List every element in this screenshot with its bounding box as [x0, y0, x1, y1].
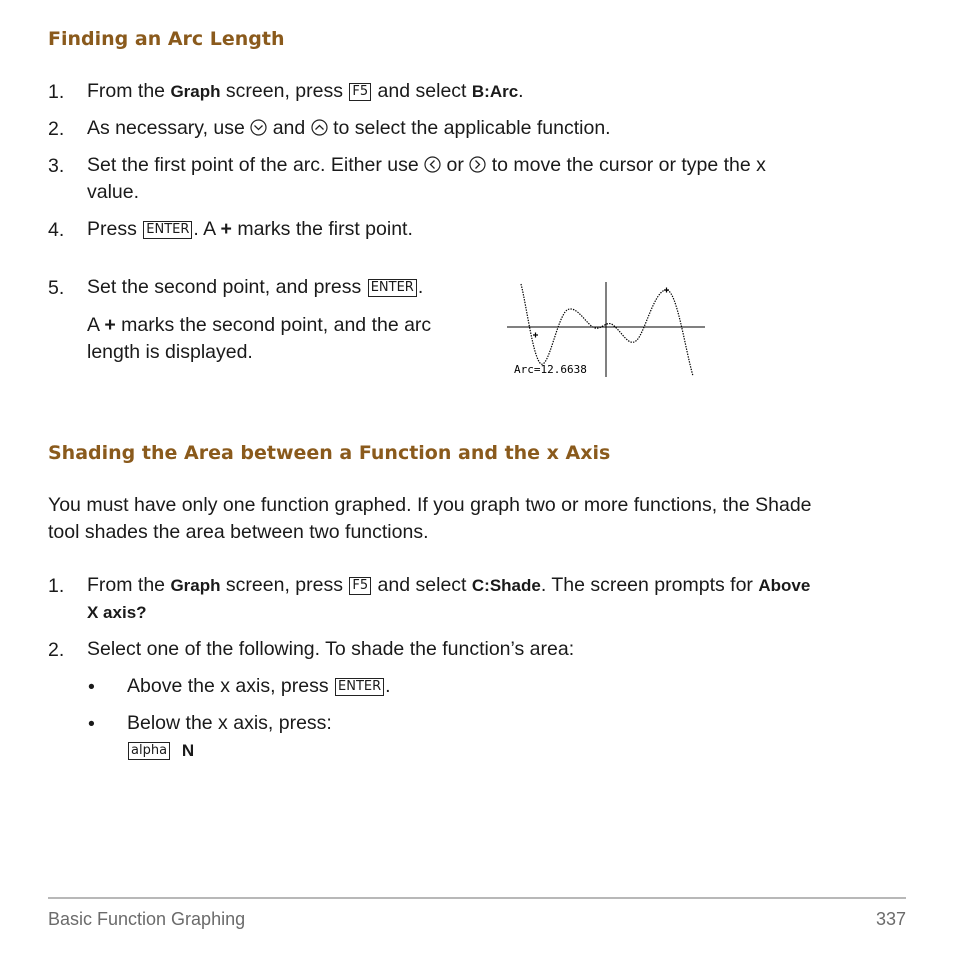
step-5-result	[87, 312, 431, 366]
text: marks the first point.	[231, 218, 413, 240]
text: to move the cursor or type the x	[486, 154, 766, 176]
bullet-mark: •	[88, 713, 95, 735]
text: You must have only one function graphed. If you graph two or more functions, the Shade	[48, 494, 812, 516]
shading-intro	[48, 492, 812, 546]
text: Press	[87, 218, 143, 240]
text: .	[385, 675, 391, 697]
step-number: 1.	[48, 575, 65, 597]
key-enter: ENTER	[143, 221, 192, 239]
step-text	[87, 115, 611, 142]
bold-term: C:Shade	[471, 576, 541, 595]
plus-mark: +	[104, 314, 116, 336]
bullet-mark: •	[88, 676, 95, 698]
plus-mark: +	[220, 218, 232, 240]
left-arrow-key-icon	[424, 156, 441, 173]
text: .	[518, 80, 524, 102]
page-number: 337	[875, 909, 906, 929]
text: to select the applicable function.	[327, 117, 611, 139]
text: or	[441, 154, 470, 176]
text: Below the x axis, press:	[127, 712, 332, 734]
text: screen, press	[220, 80, 349, 102]
step-number: 3.	[48, 155, 65, 177]
text: From the	[87, 80, 171, 102]
text: Above the x axis, press	[127, 675, 335, 697]
text: A	[87, 314, 105, 336]
footer-divider	[48, 897, 906, 899]
text: screen, press	[220, 574, 349, 596]
bullet-text	[127, 710, 332, 764]
step-number: 5.	[48, 277, 65, 299]
text: value.	[87, 181, 140, 203]
step-text: Select one of the following. To shade the function’s area:	[87, 638, 575, 660]
bold-key-letter: N	[181, 741, 195, 760]
bullet-text	[127, 673, 391, 700]
key-enter: ENTER	[368, 279, 417, 297]
arc-readout: Arc=12.6638	[514, 363, 587, 376]
arc-length-graph-screen	[505, 278, 707, 380]
bold-term: X axis?	[87, 603, 147, 622]
step-text	[87, 216, 413, 243]
up-arrow-key-icon	[311, 119, 328, 136]
text: tool shades the area between two functions.	[48, 521, 429, 543]
step-number: 1.	[48, 81, 65, 103]
text: and select	[372, 80, 472, 102]
bold-term: B:Arc	[471, 82, 519, 101]
step-text	[87, 78, 524, 105]
text: As necessary, use	[87, 117, 251, 139]
key-alpha: alpha	[128, 742, 170, 760]
text: marks the second point, and the arc	[115, 314, 432, 336]
bold-term: Graph	[170, 576, 221, 595]
bold-term: Graph	[170, 82, 221, 101]
text: and	[267, 117, 311, 139]
text: length is displayed.	[87, 341, 253, 363]
step-number: 2.	[48, 118, 65, 140]
bold-term: Above	[758, 576, 811, 595]
key-f5: F5	[349, 577, 371, 595]
second-point-plus-mark	[664, 288, 669, 293]
key-enter: ENTER	[335, 678, 384, 696]
text: Set the first point of the arc. Either use	[87, 154, 425, 176]
footer-title: Basic Function Graphing	[48, 909, 246, 929]
key-f5: F5	[349, 83, 371, 101]
step-number: 2.	[48, 639, 65, 661]
step-text	[87, 152, 766, 206]
text: From the	[87, 574, 171, 596]
section-heading-shading: Shading the Area between a Function and the x Axis	[48, 442, 611, 464]
text: and select	[372, 574, 472, 596]
text: .	[417, 276, 424, 298]
step-number: 4.	[48, 219, 65, 241]
section-heading-arc-length: Finding an Arc Length	[48, 28, 285, 50]
text: . A	[193, 218, 221, 240]
step-text	[87, 274, 423, 301]
right-arrow-key-icon	[469, 156, 486, 173]
step-text	[87, 572, 810, 626]
first-point-plus-mark	[533, 333, 538, 338]
text: . The screen prompts for	[540, 574, 759, 596]
down-arrow-key-icon	[250, 119, 267, 136]
text: Set the second point, and press	[87, 276, 367, 298]
